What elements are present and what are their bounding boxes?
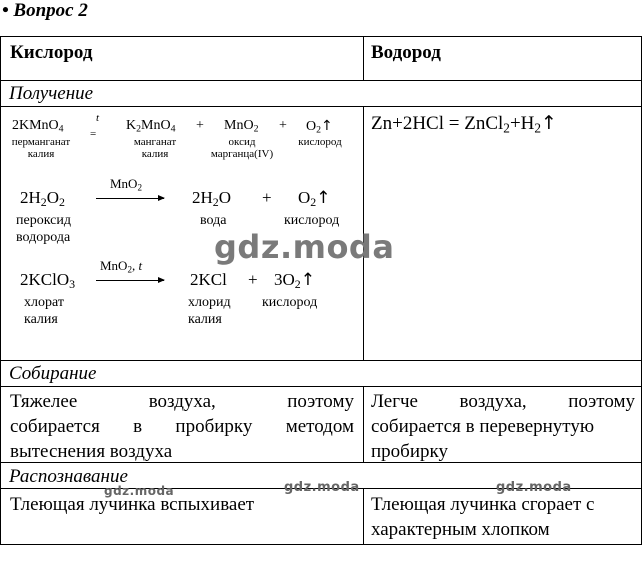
column-header-hydrogen: Водород [371,42,441,63]
reaction-2-plus: + [262,188,272,207]
column-divider-header [363,36,364,80]
reaction-2-label-product-2: кислород [284,213,340,228]
gas-arrow-icon: ↑ [316,188,331,208]
watermark-small-2: gdz.moda [284,480,360,495]
column-divider-recognition [363,488,364,544]
gas-arrow-icon: ↑ [300,270,315,290]
reaction-3-label-product-2: кислород [262,295,318,310]
recognition-oxygen-text: Тлеющая лучинка вспыхивает [10,494,255,515]
section-obtaining-border [0,106,642,107]
section-label-recognition: Распознавание [9,466,128,487]
collecting-oxygen-line-1: Тяжелее воздуха, поэтому [10,391,354,412]
reaction-3-label-product-1: хлорид калия [188,295,231,327]
column-header-oxygen: Кислород [10,42,93,63]
collecting-hydrogen-line-3: пробирку [371,441,448,462]
reaction-2-label-product-1: вода [200,213,227,228]
reaction-1-label-product-2: оксид марганца(IV) [210,136,274,160]
reaction-2-reactant: $2H_2O_2$ [20,188,65,209]
watermark-small-1: gdz.moda [104,484,175,498]
reaction-3-arrow-icon [96,280,164,281]
table-left-border [0,36,1,544]
reaction-1-plus-2: + [279,118,287,133]
reaction-3-product-2: $3O_2↑$ [274,270,315,291]
reaction-2-product-1: $2H_2O$ [192,188,232,209]
reaction-1-label-reactant: перманганат калия [11,136,71,160]
hydrogen-reaction: $Zn+2HCl = ZnCl_2+H_2↑$ [371,112,557,136]
table-header-border [0,80,642,81]
table-top-border [0,36,642,37]
reaction-2-arrow-icon [96,198,164,199]
section-label-obtaining: Получение [9,83,94,104]
recognition-hydrogen-line-2: характерным хлопком [371,519,550,540]
collecting-hydrogen-line-1: Легче воздуха, поэтому [371,391,635,412]
collecting-oxygen-line-2: собирается в пробирку методом [10,416,354,437]
reaction-1-reactant: 2KMnO$_4$ [12,118,64,135]
reaction-1-plus-1: + [196,118,204,133]
reaction-1-label-product-1: манганат калия [133,136,177,160]
question-heading: • Вопрос 2 [2,0,88,21]
reaction-3-product-1: 2KCl [190,270,227,289]
reaction-2-catalyst: MnO$_2$ [110,176,142,193]
gas-arrow-icon: ↑ [541,112,557,134]
table-right-border [641,36,642,544]
reaction-3-catalyst: MnO$_2$, t [100,258,143,275]
watermark-small-3: gdz.moda [496,480,572,495]
reaction-2-label-reactant: пероксид водорода [16,213,71,245]
watermark-large: gdz.moda [214,228,395,266]
reaction-3-label-reactant: хлорат калия [24,295,64,327]
reaction-1-product-1: $K_2MnO_4$ [126,118,176,135]
section-collecting-top-border [0,360,642,361]
section-label-collecting: Собирание [9,363,97,384]
section-collecting-border [0,386,642,387]
reaction-1-condition: t [96,112,100,124]
recognition-hydrogen-text [371,492,594,542]
reaction-1-product-2: MnO$_2$ [224,118,259,135]
collecting-oxygen-line-3: вытеснения воздуха [10,441,173,462]
collecting-oxygen-text [10,389,354,464]
reaction-3-reactant: 2KClO$_3$ [20,270,76,291]
table-bottom-border [0,544,642,545]
collecting-hydrogen-line-2: собирается в перевернутую [371,416,595,437]
collecting-hydrogen-text [371,389,635,464]
gas-arrow-icon: ↑ [321,118,333,134]
reaction-3-plus: + [248,270,258,289]
reaction-2-product-2: $O_2↑$ [298,188,331,209]
reaction-1-product-3: $O_2↑$ [306,118,333,136]
recognition-hydrogen-line-1: Тлеющая лучинка сгорает с [371,494,595,515]
column-divider-collecting [363,386,364,462]
reaction-1-equals: = [90,128,97,140]
reaction-1-label-product-3: кислород [298,136,342,148]
